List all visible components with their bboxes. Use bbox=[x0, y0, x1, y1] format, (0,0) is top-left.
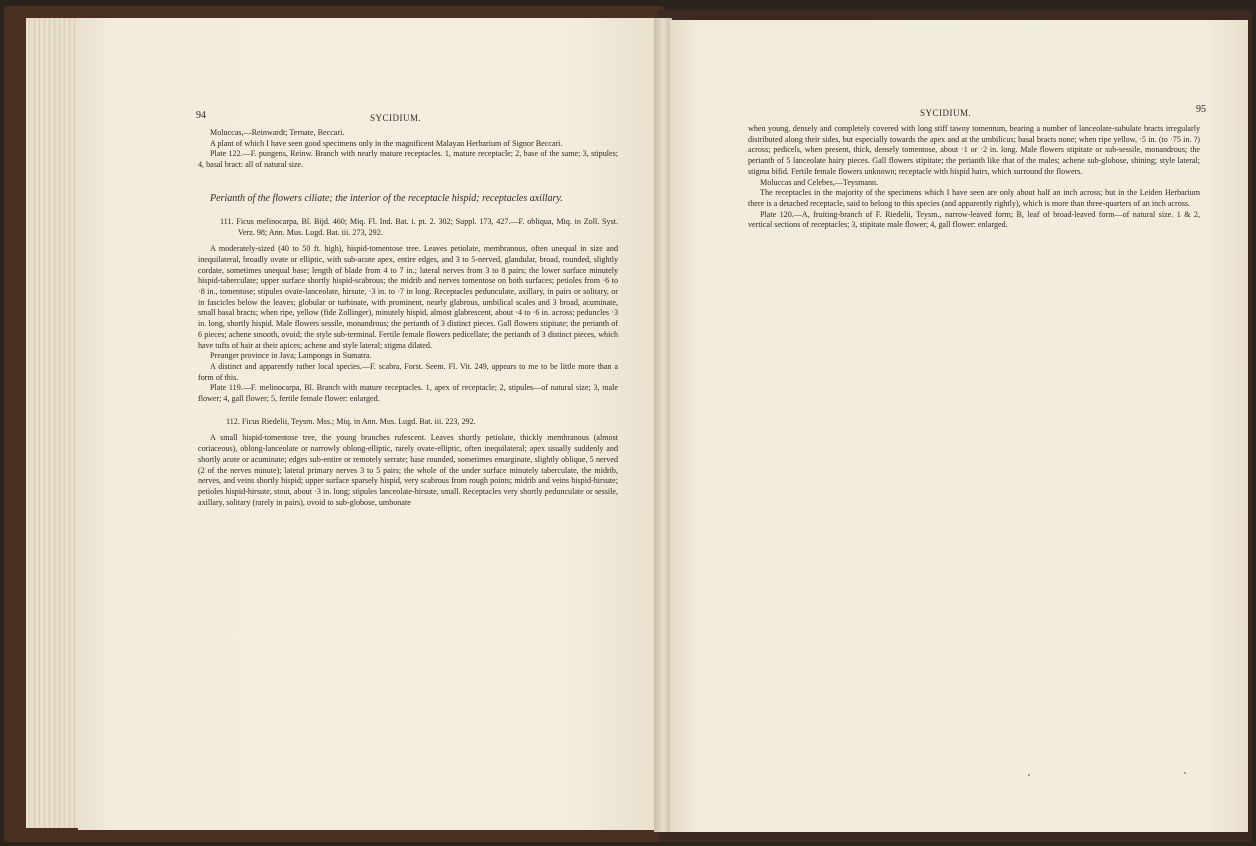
paragraph: when young, densely and completely covered with long stiff tawny tomentum, bearing a number of lanceolate-subulate bracts irregularly distributed along their sides, but especially towards the apex and at the umbilicus; basal bracts none; when ripe yellow, ·5 in. (to ·75 in. ?) across; pedicels, when present, thick, densely tomentose, about ·1 or ·2 in. long. Male flowers stipitate or sub-sessile, monandrous; the perianth of 5 lanceolate hairy pieces. Gall flowers stipitate; the perianth like that of the males; achene sub-globose, shining; style lateral; stigma bifid. Fertile female flowers unknown; receptacle with hispid hairs, which surround the flowers. bbox=[748, 124, 1200, 176]
paragraph: Moluccas,—Reinwardt; Ternate, Beccari. bbox=[210, 128, 345, 137]
plate-caption: Plate 122.—F. pungens, Reinw. Branch with nearly mature receptacles. 1, mature receptacle; 2, base of the same; 3, stipules; 4, basal bract: all of natural size. bbox=[198, 149, 618, 170]
left-page-number: 94 bbox=[196, 110, 206, 121]
left-running-head: SYCIDIUM. bbox=[370, 113, 422, 123]
species-distribution: Preanger province in Java; Lampongs in Sumatra. bbox=[210, 351, 372, 361]
paragraph: A plant of which I have seen good specimens only in the magnificent Malayan Herbarium of Signor Beccari. bbox=[210, 138, 563, 148]
page-stack-edge bbox=[26, 18, 86, 828]
species-citation: 111. Ficus melinocarpa, Bl. Bijd. 460; Miq. Fl. Ind. Bat. i. pt. 2. 302; Suppl. 173, 427.—F. obliqua, Miq. in Zoll. Syst. Verz. 98; Ann. Mus. Lugd. Bat. iii. 273, 292. bbox=[220, 216, 618, 237]
species-citation: 112. Ficus Riedelii, Teysm. Mss.; Miq. in Ann. Mus. Lugd. Bat. iii. 223, 292. bbox=[226, 416, 476, 426]
species-description: A small hispid-tomentose tree, the young branches rufescent. Leaves shortly petiolate, thickly membranous (almost coriaceous), oblong-lanceolate or narrowly oblong-elliptic, rarely ovate-elliptic, often inequilateral; apex usually suddenly and shortly acute or acuminate; edges sub-entire or remotely serrate; base rounded, sometimes emarginate, slightly oblique, 5 nerved (2 of the nerves minute); lateral primary nerves 3 to 5 pairs; the whole of the under surface minutely taberculate, the midrib, nerves, and veins shortly hispid; upper surface sparsely hispid, very scabrous from rough points; midrib and veins hispid-hirsute; petioles hispid-hirsute, stout, about ·3 in. long; stipules lanceolate-hirsute, small. Receptacles very shortly pedunculate or sessile, axillary, solitary (rarely in pairs), ovoid to sub-globose, umbonate bbox=[198, 433, 618, 507]
left-text-column bbox=[198, 128, 618, 508]
species-description: A moderately-sized (40 to 50 ft. high), hispid-tomentose tree. Leaves petiolate, membranous, often unequal in size and inequilateral, broadly ovate or elliptic, with sub-acute apex, entire edges, and 3 to 5-nerved, glandular, broad, rounded, slightly cordate, sometimes unequal base; length of blade from 4 to 7 in.; lateral nerves from 3 to 8 pairs; the lower surface minutely hispid-taberculate; upper surface shortly hispid-scabrous; the midrib and nerves tomentose on both surfaces; petioles from ·6 to ·8 in., tomentose; stipules ovate-lanceolate, hirsute, ·3 in. to ·7 in long. Receptacles pedunculate, axillary, in pairs or solitary, or in fascicles below the leaves; globular or turbinate, with prominent, nearly glabrous, umbilical scales and 3 broad, acuminate, small basal bracts; when ripe, yellow (fide Zollinger), minutely hispid, almost glabrescent, about ·4 to ·6 in. across; peduncles ·3 in. long, shortly hispid. Male flowers sessile, monandrous; the perianth of 3 distinct pieces. Gall flowers stipitate; the perianth of 6 pieces; achene smooth, ovoid; the style sub-terminal. Fertile female flowers pedicellate; the perianth of 3 distinct pieces, which have tufts of hair at their apices; achene and style lateral; stigma dilated. bbox=[198, 244, 618, 350]
plate-caption: Plate 120.—A, fruiting-branch of F. Riedelii, Teysm., narrow-leaved form; B, leaf of broad-leaved form—of natural size. 1 & 2, vertical sections of receptacles; 3, stipitate male flower; 4, gall flower: enlarged. bbox=[748, 209, 1200, 230]
species-note: A distinct and apparently rather local species.—F. scabra, Forst. Seem. Fl. Vit. 249, appears to me to be little more than a form of this. bbox=[198, 361, 618, 382]
right-text-column bbox=[748, 124, 1200, 231]
right-running-head: SYCIDIUM. bbox=[920, 108, 972, 118]
plate-caption: Plate 119.—F. melinocarpa, Bl. Branch with mature receptacles. 1, apex of receptacle; 2, stipules—of natural size; 3, male flower; 4, gall flower; 5, fertile female flower: enlarged. bbox=[198, 383, 618, 404]
section-heading: Perianth of the flowers ciliate; the interior of the receptacle hispid; receptacles axillary. bbox=[210, 192, 563, 204]
paper-speck bbox=[1184, 772, 1186, 774]
right-page bbox=[670, 20, 1248, 832]
paper-speck bbox=[1028, 774, 1030, 776]
paragraph: Moluccas and Celebes,—Teysmann. bbox=[760, 177, 879, 187]
paragraph: The receptacles in the majority of the specimens which I have seen are only about half an inch across; but in the Leiden Herbarium there is a detached receptacle, said to belong to this species (and apparently rightly), which is more than three-quarters of an inch across. bbox=[748, 188, 1200, 208]
right-page-number: 95 bbox=[1196, 104, 1206, 115]
left-page bbox=[78, 18, 654, 830]
